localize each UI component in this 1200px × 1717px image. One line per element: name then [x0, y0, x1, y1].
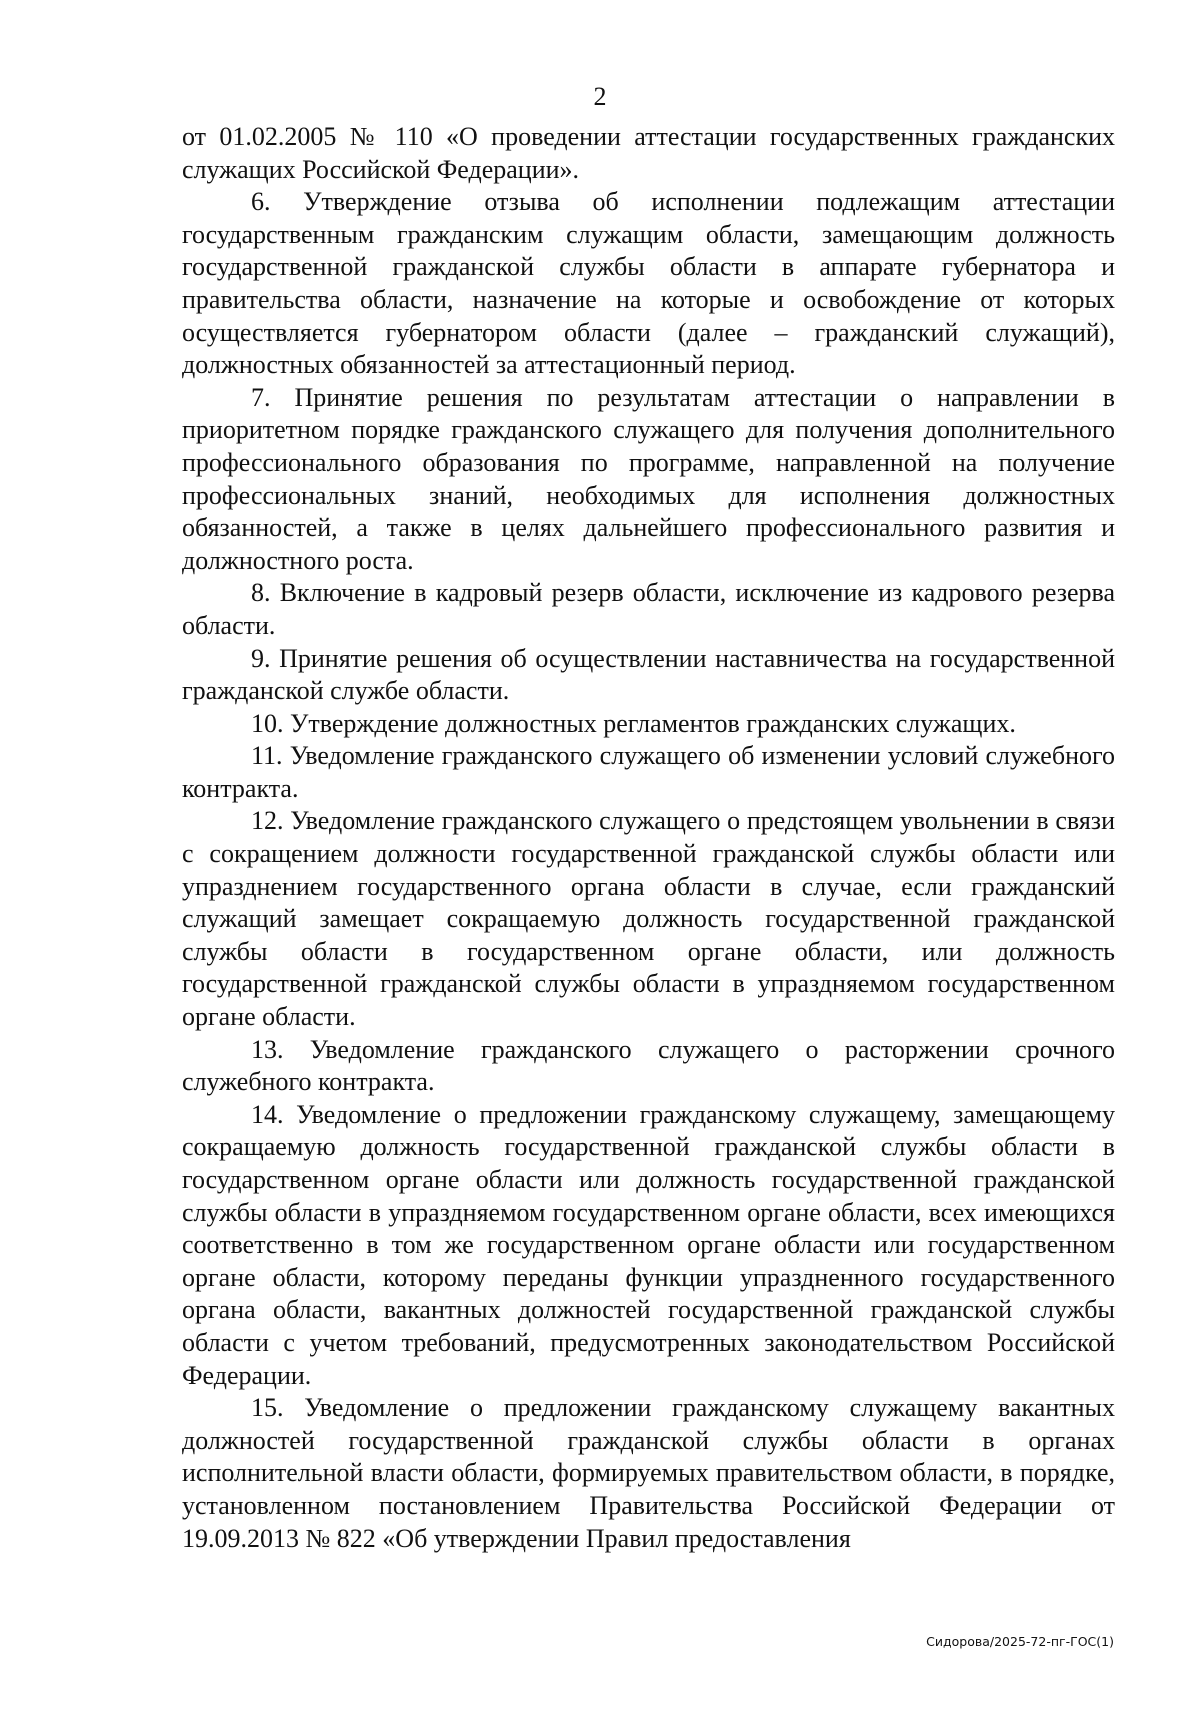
paragraph-item-14: 14. Уведомление о предложении гражданскому служащему, замещающему сокращаемую должность государственной гражданской службы области в государственном органе области или должность государственной гражданской службы области в упраздняемом государственном органе области, всех имеющихся соответственно в том же государственном органе области или государственном органе области, которому переданы функции упраздненного государственного органа области, вакантных должностей государственной гражданской службы области с учетом требований, предусмотренных законодательством Российской Федерации.: [182, 1099, 1115, 1390]
paragraph-item-7: 7. Принятие решения по результатам аттестации о направлении в приоритетном порядке гражданского служащего для получения дополнительного профессионального образования по программе, направленной на получение профессиональных знаний, необходимых для исполнения должностных обязанностей, а также в целях дальнейшего профессионального развития и должностного роста.: [182, 382, 1115, 575]
paragraph-item-6: 6. Утверждение отзыва об исполнении подлежащим аттестации государственным гражданским служащим области, замещающим должность государственной гражданской службы области в аппарате губернатора и правительства области, назначение на которые и освобождение от которых осуществляется губернатором области (далее – гражданский служащий), должностных обязанностей за аттестационный период.: [182, 187, 1115, 380]
paragraph-item-10: 10. Утверждение должностных регламентов гражданских служащих.: [251, 708, 1016, 738]
paragraph-item-11: 11. Уведомление гражданского служащего об изменении условий служебного контракта.: [182, 741, 1115, 803]
page-number: 2: [593, 82, 607, 111]
footer-document-code: Сидорова/2025-72-пг-ГОС(1): [926, 1634, 1114, 1649]
paragraph-item-13: 13. Уведомление гражданского служащего о расторжении срочного служебного контракта.: [182, 1034, 1115, 1097]
body-text: [182, 121, 1115, 1555]
paragraph-continuation: от 01.02.2005 № 110 «О проведении аттестации государственных гражданских служащих Российской Федерации».: [182, 122, 1115, 184]
paragraph-item-12: 12. Уведомление гражданского служащего о предстоящем увольнении в связи с сокращением должности государственной гражданской службы области или упразднением государственного органа области в случае, если гражданский служащий замещает сокращаемую должность государственной гражданской службы области в государственном органе области, или должность государственной гражданской службы области в упраздняемом государственном органе области.: [182, 806, 1115, 1032]
paragraph-item-8: 8. Включение в кадровый резерв области, исключение из кадрового резерва области.: [182, 578, 1115, 640]
paragraph-item-15: 15. Уведомление о предложении гражданскому служащему вакантных должностей государственной гражданской службы области в органах исполнительной власти области, формируемых правительством области, в порядке, установленном постановлением Правительства Российской Федерации от 19.09.2013 № 822 «Об утверждении Правил предоставления: [182, 1393, 1115, 1553]
paragraph-item-9: 9. Принятие решения об осуществлении наставничества на государственной гражданской службе области.: [182, 643, 1115, 706]
